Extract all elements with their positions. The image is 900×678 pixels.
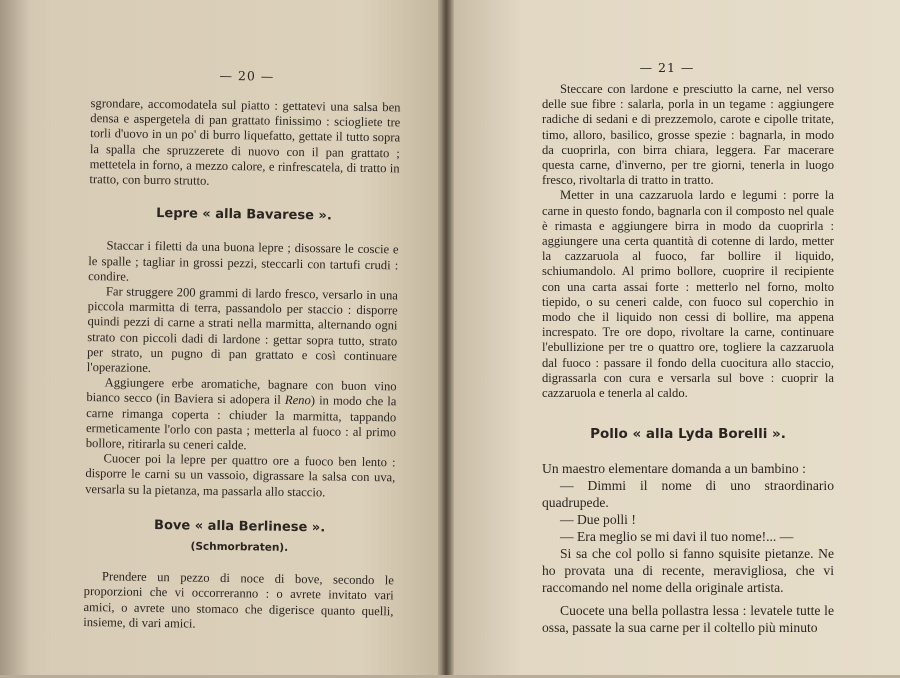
- text-span: Aggiungere erbe aromatiche, bagnare con buon vino bianco secco (in Baviera si adopera il: [86, 375, 397, 408]
- page-number: — 21 —: [639, 60, 695, 75]
- recipe-title: Lepre « alla Bavarese ».: [156, 206, 332, 224]
- left-page-text: [83, 96, 400, 634]
- recipe-title: Pollo « alla Lyda Borelli ».: [590, 426, 786, 443]
- paragraph: Metter in una cazzaruola lardo e legumi : porre la carne in questo fondo, bagnarla con il composto nel quale è rimasta e aggiungere birra in modo da cuoprirla : aggiungere una certa quantità di cotenne di lardo, metter la cazzaruola al fuoco, far bollire il liquido, schiumandolo. Al primo bollore, cuoprire il recipiente con una carta assai forte : metterlo nel forno, molto tiepido, o su ceneri calde, con fuoco sul coperchio in modo che il liquido non cessi di bollire, ma appena increspato. Tre ore dopo, rivoltare la carne, continuare l'ebullizione per tre o quattro ore, togliere la cazzaruola dal fuoco : passare il fondo della cuocitura allo staccio, digrassarla con cura e versarla sul bove : cuoprir la cazzaruola e tenerla al caldo.: [542, 188, 834, 401]
- paragraph: Un maestro elementare domanda a un bambino :: [542, 461, 806, 477]
- text-span: ) in modo che la carne rimanga coperta : chiuder la marmitta, tappando ermeticamente l'orlo con pasta ; metterla al fuoco : al primo bollore, ritirarla su ceneri calde.: [85, 393, 397, 453]
- recipe-title: Bove « alla Berlinese ».: [153, 517, 326, 536]
- paragraph: [86, 375, 397, 455]
- paragraph: Staccar i filetti da una buona lepre ; disossare le coscie e le spalle ; tagliar in grossi pezzi, steccarli con tartufi crudi : condire.: [88, 238, 399, 284]
- right-page: [452, 0, 882, 675]
- dialogue-line: — Era meglio se mi davi il tuo nome!... —: [560, 529, 794, 545]
- paragraph: Cuocer poi la lepre per quattro ore a fuoco ben lento : disporre le carni su un vassoio, digrassare la salsa con uva, versarla su la pietanza, ma passarla allo staccio.: [85, 451, 396, 500]
- paragraph: Far struggere 200 grammi di lardo fresco, versarlo in una piccola marmitta di terra, passandolo per staccio : disporre quindi pezzi di carne a strati nella marmitta, alternando ogni strato con piccoli dadi di lardone : gettar sopra tutto, strato per strato, un pugno di pan grattato e così continuare l'operazione.: [86, 284, 398, 376]
- italic-word: Reno: [284, 393, 311, 408]
- paragraph: Steccare con lardone e presciutto la carne, nel verso delle sue fibre : salarla, porla in un tegame : aggiungere radiche di sedani e di prezzemolo, carote e cipolle tritate, timo, alloro, basilico, grosse spezie : bagnarla, in modo da cuoprirla, con birra chiara, leggera. Far macerare questa carne, d'inverno, per tre giorni, tenerla in luogo fresco, rivoltarla di tratto in tratto.: [542, 82, 834, 188]
- right-page-text: [542, 82, 834, 636]
- paragraph: sgrondare, accomodatela sul piatto : gettatevi una salsa ben densa e aspergetela di pan grattato finissimo : sciogliete tre torli d'uovo in un po' di burro liquefatto, gettate il tutto sopra la spalla che spruzzerete di nuovo con il pan grattato ; mettetela in forno, a mezzo calore, e rinfrescatela, di tratto in tratto, con burro strutto.: [89, 96, 401, 188]
- page-number: — 20 —: [219, 67, 275, 84]
- paragraph: Prendere un pezzo di noce di bove, secondo le proporzioni che vi occorreranno : o avrete invitato vari amici, o avrete uno stomaco che digerisce quanto quelli, insieme, di vari amici.: [83, 569, 395, 631]
- recipe-subtitle: (Schmorbraten).: [190, 540, 289, 554]
- left-page: [9, 0, 438, 678]
- paragraph: Si sa che col pollo si fanno squisite pietanze. Ne ho provata una di recente, meravigliosa, che vi raccomando nel nome della originale artista.: [542, 546, 834, 596]
- dialogue-line: — Dimmi il nome di uno straordinario quadrupede.: [542, 478, 834, 511]
- dialogue-line: — Due polli !: [560, 512, 636, 528]
- paragraph: Cuocete una bella pollastra lessa : levatele tutte le ossa, passate la sua carne per il coltello più minuto: [542, 603, 834, 636]
